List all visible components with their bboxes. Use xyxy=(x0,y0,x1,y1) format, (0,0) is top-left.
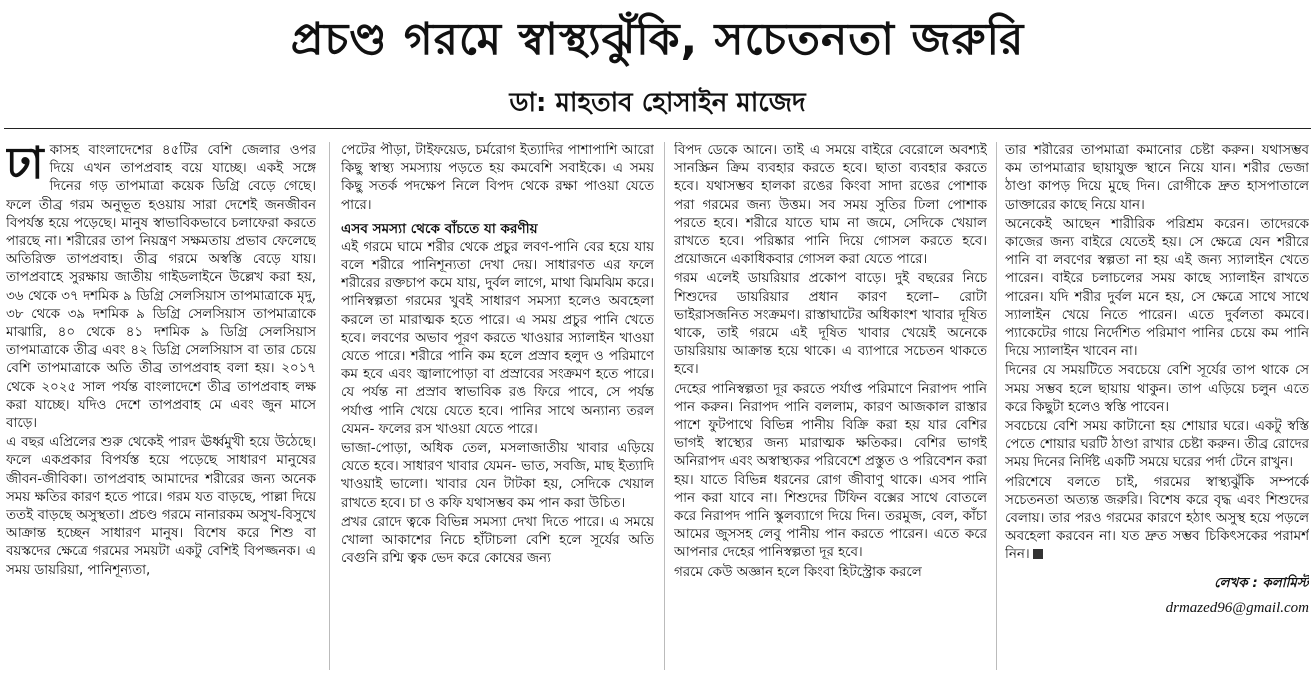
column-divider xyxy=(329,142,330,670)
header-divider xyxy=(4,128,1311,129)
paragraph: প্রখর রোদে ত্বকে বিভিন্ন সমস্যা দেখা দিতে পারে। এ সময়ে খোলা আকাশের নিচে হাঁটাচলা বেশি হলে সূর্যের অতি বেগুনি রশ্মি ত্বক ভেদ করে কোষের জন্য xyxy=(341,514,654,567)
headline: প্রচণ্ড গরমে স্বাস্থ্যঝুঁকি, সচেতনতা জরুরি xyxy=(290,14,1025,65)
column-3 xyxy=(674,142,987,670)
author-email: drmazed96@gmail.com xyxy=(1165,599,1309,616)
paragraph: সবচেয়ে বেশি সময় কাটানো হয় শোয়ার ঘরে। একটু স্বস্তি পেতে শোয়ার ঘরটি ঠাণ্ডা রাখার চেষ্টা করুন। তীব্র রোদের সময় দিনের নির্দিষ্ট একটি সময়ে ঘরের পর্দা টেনে রাখুন। xyxy=(1005,419,1309,471)
column-1 xyxy=(6,142,316,670)
paragraph: গরম এলেই ডায়রিয়ার প্রকোপ বাড়ে। দুই বছরের নিচে শিশুদের ডায়রিয়ার প্রধান কারণ হলো– রোটা ভাইরাসজনিত সংক্রমণ। রাস্তাঘাটের অধিকাংশ খাবার দূষিত থাকে, তাই গরমে এই দূষিত খাবার খেয়েই অনেকে ডায়রিয়ায় আক্রান্ত হয়ে থাকে। এ ব্যাপারে সচেতন থাকতে হবে। xyxy=(674,271,987,378)
paragraph: ভাজা-পোড়া, অধিক তেল, মসলাজাতীয় খাবার এড়িয়ে যেতে হবে। সাধারণ খাবার যেমন- ভাত, সবজি, মাছ ইত্যাদি খাওয়াই ভালো। খাবার যেন টাটকা হয়, সেদিকে খেয়াল রাখতে হবে। চা ও কফি যথাসম্ভব কম পান করা উচিত। xyxy=(341,441,654,511)
column-2 xyxy=(341,142,654,670)
column-4 xyxy=(1005,142,1309,670)
drop-cap: ঢা xyxy=(6,142,44,189)
paragraph: বিপদ ডেকে আনে। তাই এ সময়ে বাইরে বেরোলে অবশ্যই সানস্ক্রিন ক্রিম ব্যবহার করতে হবে। ছাতা ব্যবহার করতে হবে। যথাসম্ভব হালকা রঙের কিংবা সাদা রঙের পোশাক পরা গরমের জন্য উত্তম। সব সময় সুতির ঢিলা পোশাক পরতে হবে। শরীরে যাতে ঘাম না জমে, সেদিকে খেয়াল রাখতে হবে। পরিষ্কার পানি দিয়ে গোসল করতে হবে। প্রয়োজনে একাধিকবার গোসল করা যেতে পারে। xyxy=(674,143,987,268)
paragraph: দেহের পানিস্বল্পতা দূর করতে পর্যাপ্ত পরিমাণে নিরাপদ পানি পান করুন। নিরাপদ পানি বললাম, কারণ আজকাল রাস্তার পাশে ফুটপাথে বিভিন্ন পানীয় বিক্রি করা হয় যার বেশির ভাগই স্বাস্থ্যের জন্য মারাত্মক ক্ষতিকর। বেশির ভাগই অনিরাপদ এবং অস্বাস্থ্যকর পরিবেশে প্রস্তুত ও পরিবেশন করা হয়। যাতে বিভিন্ন ধরনের রোগ জীবাণু থাকে। এসব পানি পান করা যাবে না। শিশুদের টিফিন বক্সের সাথে বোতলে করে নিরাপদ পানি স্কুলব্যাগে দিয়ে দিন। তরমুজ, বেল, কাঁচা আমের জুসসহ লেবু পানীয় পান করতে পারেন। এতে করে আপনার দেহের পানিস্বল্পতা দূর হবে। xyxy=(674,381,987,561)
column-divider xyxy=(996,142,997,670)
paragraph: গরমে কেউ অজ্ঞান হলে কিংবা হিটস্ট্রোক করলে xyxy=(674,564,922,580)
paragraph: পেটের পীড়া, টাইফয়েড, চর্মরোগ ইত্যাদির পাশাপাশি আরো কিছু স্বাস্থ্য সমস্যায় পড়তে হয় কমবেশি সবাইকে। এ সময় কিছু সতর্ক পদক্ষেপ নিলে বিপদ থেকে রক্ষা পাওয়া যেতে পারে। xyxy=(341,143,654,213)
paragraph: এ বছর এপ্রিলের শুরু থেকেই পারদ ঊর্ধ্বমুখী হয়ে উঠেছে। ফলে একপ্রকার বিপর্যস্ত হয়ে পড়েছে সাধারণ মানুষের জীবন-জীবিকা। তাপপ্রবাহ আমাদের শরীরের জন্য অনেক সময় ক্ষতির কারণ হতে পারে। গরম যত বাড়ছে, পাল্লা দিয়ে ততই বাড়ছে অসুস্থতা। প্রচণ্ড গরমে নানারকম অসুখ-বিসুখে আক্রান্ত হচ্ছেন সাধারণ মানুষ। বিশেষ করে শিশু বা বয়স্কদের ক্ষেত্রে গরমের সময়টা একটু বেশিই বিপজ্জনক। এ সময় ডায়রিয়া, পানিশূন্যতা, xyxy=(6,435,316,578)
column-divider xyxy=(664,142,665,670)
end-mark-icon xyxy=(1033,549,1043,559)
byline: ডা: মাহতাব হোসাইন মাজেদ xyxy=(509,88,806,118)
paragraph: দিনের যে সময়টিতে সবচেয়ে বেশি সূর্যের তাপ থাকে সে সময় সম্ভব হলে ছায়ায় থাকুন। তাপ এড়িয়ে চলুন এতে করে কিছুটা হলেও স্বস্তি পাবেন। xyxy=(1005,363,1309,415)
author-line: লেখক : কলামিস্ট xyxy=(1214,575,1309,591)
paragraph: পরিশেষে বলতে চাই, গরমের স্বাস্থ্যঝুঁকি সম্পর্কে সচেতনতা অত্যন্ত জরুরি। বিশেষ করে বৃদ্ধ এবং শিশুদের বেলায়। তার পরও গরমের কারণে হঠাৎ অসুস্থ হয়ে পড়লে অবহেলা করবেন না। যত দ্রুত সম্ভব চিকিৎসকের পরামর্শ নিন। xyxy=(1005,474,1309,563)
paragraph: ঢাকাসহ বাংলাদেশের ৪৫টির বেশি জেলার ওপর দিয়ে এখন তাপপ্রবাহ বয়ে যাচ্ছে। একই সঙ্গে দিনের গড় তাপমাত্রা কয়েক ডিগ্রি বেড়ে গেছে। ফলে তীব্র গরম অনুভূত হওয়ায় সারা দেশেই জনজীবন বিপর্যস্ত হয়ে পড়েছে। মানুষ স্বাভাবিকভাবে চলাফেরা করতে পারছে না। শরীরের তাপ নিয়ন্ত্রণ সক্ষমতায় প্রভাব ফেলেছে অতিরিক্ত তাপপ্রবাহ। তীব্র গরমে অস্বস্তি বেড়ে যায়। তাপপ্রবাহে সুরক্ষায় জাতীয় গাইডলাইনে উল্লেখ করা হয়, ৩৬ থেকে ৩৭ দশমিক ৯ ডিগ্রি সেলসিয়াস তাপমাত্রাকে মৃদু, ৩৮ থেকে ৩৯ দশমিক ৯ ডিগ্রি সেলসিয়াস তাপমাত্রাকে মাঝারি, ৪০ থেকে ৪১ দশমিক ৯ ডিগ্রি সেলসিয়াস তাপমাত্রাকে তীব্র এবং ৪২ ডিগ্রি সেলসিয়াস বা তার চেয়ে বেশি তাপমাত্রাকে অতি তীব্র তাপপ্রবাহ বলা হয়। ২০১৭ থেকে ২০২৫ সাল পর্যন্ত বাংলাদেশে তীব্র তাপপ্রবাহ লক্ষ করা যাচ্ছে। যদিও দেশে তাপপ্রবাহ মে এবং জুন মাসে বাড়ে। xyxy=(6,142,316,432)
subheading: এসব সমস্যা থেকে বাঁচতে যা করণীয় xyxy=(341,220,538,237)
paragraph: তার শরীরের তাপমাত্রা কমানোর চেষ্টা করুন। যথাসম্ভব কম তাপমাত্রার ছায়াযুক্ত স্থানে নিয়ে যান। শরীর ভেজা ঠাণ্ডা কাপড় দিয়ে মুছে দিন। রোগীকে দ্রুত হাসপাতালে ডাক্তারের কাছে নিয়ে যান। xyxy=(1005,143,1309,213)
paragraph: অনেকেই আছেন শারীরিক পরিশ্রম করেন। তাদেরকে কাজের জন্য বাইরে যেতেই হয়। সে ক্ষেত্রে যেন শরীরে পানি বা লবণের স্বল্পতা না হয় এই জন্য স্যালাইন খেতে পারেন। বাইরে চলাচলের সময় কাছে স্যালাইন রাখতে পারেন। যদি শরীর দুর্বল মনে হয়, সে ক্ষেত্রে সাথে সাথে স্যালাইন খেয়ে নিতে পারেন। এতে দুর্বলতা কমবে। প্যাকেটের গায়ে নির্দেশিত পরিমাণ পানির চেয়ে কম পানি দিয়ে স্যালাইন খাবেন না। xyxy=(1005,216,1309,360)
paragraph: এই গরমে ঘামে শরীর থেকে প্রচুর লবণ-পানি বের হয়ে যায় বলে শরীরে পানিশূন্যতা দেখা দেয়। সাধারণত এর ফলে শরীরের রক্তচাপ কমে যায়, দুর্বল লাগে, মাথা ঝিমঝিম করে। পানিস্বল্পতা গরমের খুবই সাধারণ সমস্যা হলেও অবহেলা করলে তা মারাত্মক হতে পারে। এ সময় প্রচুর পানি খেতে হবে। লবণের অভাব পূরণ করতে খাওয়ার স্যালাইন খাওয়া যেতে পারে। শরীরে পানি কম হলে প্রস্রাব হলুদ ও পরিমাণে কম হবে এবং জ্বালাপোড়া বা প্রস্রাবের সংক্রমণ হতে পারে। যে পর্যন্ত না প্রস্রাব স্বাভাবিক রঙ ফিরে পাবে, সে পর্যন্ত পর্যাপ্ত পানি খেয়ে যেতে হবে। পানির সাথে অন্যান্য তরল যেমন- ফলের রস খাওয়া যেতে পারে। xyxy=(341,239,654,437)
